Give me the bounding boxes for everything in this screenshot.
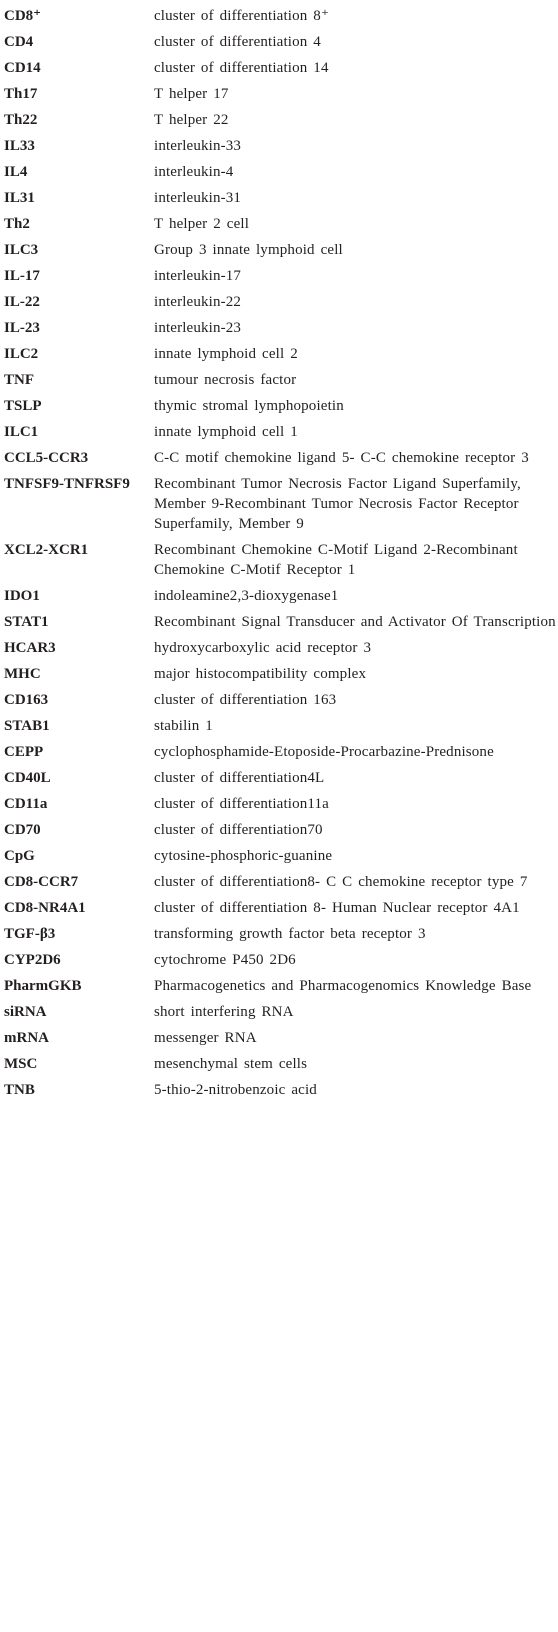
table-row [0,442,558,468]
abbreviation-definition: Pharmacogenetics and Pharmacogenomics Knowledge Base [154,978,532,994]
abbreviation-term: CD40L [4,770,51,786]
abbreviation-term: CD8-CCR7 [4,874,79,890]
table-row [0,710,558,736]
table-row [0,658,558,684]
abbreviation-definition: cluster of differentiation70 [154,822,323,838]
abbreviation-definition: mesenchymal stem cells [154,1056,308,1072]
table-row [0,918,558,944]
abbreviation-definition: cytosine-phosphoric-guanine [154,848,333,864]
abbreviation-definition: innate lymphoid cell 2 [154,346,298,362]
table-row [0,736,558,762]
abbreviation-term: XCL2-XCR1 [4,542,89,558]
abbreviation-definition: innate lymphoid cell 1 [154,424,298,440]
table-row [0,814,558,840]
table-row [0,1048,558,1074]
abbreviation-term: mRNA [4,1030,49,1046]
abbreviation-definition: Group 3 innate lymphoid cell [154,242,343,258]
abbreviation-term: STAB1 [4,718,50,734]
table-row [0,944,558,970]
abbreviation-definition: cyclophosphamide-Etoposide-Procarbazine-Prednisone [154,744,494,760]
table-row [0,416,558,442]
abbreviation-definition: stabilin 1 [154,718,213,734]
table-row [0,892,558,918]
abbreviation-term: ILC3 [4,242,39,258]
abbreviation-term: CD14 [4,60,41,76]
abbreviation-term: STAT1 [4,614,49,630]
abbreviation-definition: interleukin-17 [154,268,242,284]
abbreviation-term: CYP2D6 [4,952,61,968]
abbreviation-definition: C-C motif chemokine ligand 5- C-C chemokine receptor 3 [154,450,529,466]
table-row [0,996,558,1022]
table-row [0,390,558,416]
table-row [0,788,558,814]
abbreviation-definition: messenger RNA [154,1030,257,1046]
table-row [0,632,558,658]
table-row [0,684,558,710]
abbreviation-term: CpG [4,848,35,864]
abbreviation-definition: cluster of differentiation 4 [154,34,321,50]
abbreviation-definition: cytochrome P450 2D6 [154,952,296,968]
table-row [0,364,558,390]
abbreviation-definition: Recombinant Signal Transducer and Activator Of Transcription [154,614,556,630]
table-row [0,52,558,78]
table-row [0,840,558,866]
abbreviation-definition: T helper 17 [154,86,229,102]
abbreviation-definition: cluster of differentiation4L [154,770,325,786]
abbreviation-term: Th2 [4,216,30,232]
abbreviation-definition: interleukin-4 [154,164,234,180]
table-row [0,866,558,892]
abbreviation-term: CD11a [4,796,48,812]
abbreviation-definition: transforming growth factor beta receptor 3 [154,926,426,942]
table-row [0,606,558,632]
abbreviation-term: ILC2 [4,346,39,362]
abbreviation-term: IDO1 [4,588,40,604]
abbreviation-term: IL-17 [4,268,40,284]
abbreviation-term: MHC [4,666,41,682]
table-row [0,534,558,580]
abbreviation-definition: thymic stromal lymphopoietin [154,398,344,414]
table-row [0,970,558,996]
table-row [0,260,558,286]
table-row [0,130,558,156]
abbreviation-term: Th22 [4,112,38,128]
abbreviation-term: CEPP [4,744,44,760]
abbreviation-definition: 5-thio-2-nitrobenzoic acid [154,1082,317,1098]
abbreviation-definition: hydroxycarboxylic acid receptor 3 [154,640,372,656]
table-row [0,1022,558,1048]
abbreviation-definition: major histocompatibility complex [154,666,367,682]
abbreviation-definition: T helper 22 [154,112,229,128]
abbreviation-definition: cluster of differentiation 14 [154,60,329,76]
table-row [0,580,558,606]
abbreviation-term: TNF [4,372,34,388]
abbreviation-definition: Recombinant Tumor Necrosis Factor Ligand Superfamily, Member 9-Recombinant Tumor Necrosis Factor Receptor Superfamily, Member 9 [154,476,521,532]
abbreviation-definition: cluster of differentiation8- C C chemokine receptor type 7 [154,874,528,890]
abbreviation-term: TNB [4,1082,35,1098]
table-row [0,468,558,534]
abbreviation-term: IL-23 [4,320,40,336]
abbreviation-term: CD8-NR4A1 [4,900,86,916]
table-row [0,78,558,104]
abbreviation-term: siRNA [4,1004,47,1020]
abbreviation-definition: tumour necrosis factor [154,372,297,388]
abbreviation-term: TSLP [4,398,42,414]
table-row [0,208,558,234]
table-row [0,104,558,130]
abbreviation-definition: interleukin-31 [154,190,242,206]
abbreviation-term: MSC [4,1056,38,1072]
table-row [0,182,558,208]
abbreviation-term: ILC1 [4,424,39,440]
abbreviation-term: IL31 [4,190,35,206]
abbreviation-definition: cluster of differentiation11a [154,796,329,812]
table-row [0,762,558,788]
table-row [0,234,558,260]
abbreviation-term: Th17 [4,86,38,102]
table-row [0,312,558,338]
table-row [0,1074,558,1100]
abbreviation-term: IL33 [4,138,35,154]
abbreviation-definition: indoleamine2,3-dioxygenase1 [154,588,339,604]
abbreviation-definition: Recombinant Chemokine C-Motif Ligand 2-Recombinant Chemokine C-Motif Receptor 1 [154,542,518,578]
abbreviation-term: CD70 [4,822,41,838]
abbreviation-term: CD163 [4,692,49,708]
abbreviation-term: TGF-β3 [4,926,56,942]
abbreviation-definition: cluster of differentiation 8⁺ [154,8,330,24]
abbreviation-term: CD4 [4,34,34,50]
abbreviation-term: CD8⁺ [4,8,42,24]
abbreviation-definition: interleukin-23 [154,320,242,336]
table-row [0,156,558,182]
table-row [0,26,558,52]
abbreviation-definition: interleukin-22 [154,294,242,310]
abbreviation-term: CCL5-CCR3 [4,450,89,466]
abbreviation-definition: T helper 2 cell [154,216,250,232]
abbreviation-definition: interleukin-33 [154,138,242,154]
table-row [0,0,558,26]
abbreviation-definition: cluster of differentiation 163 [154,692,337,708]
abbreviation-term: PharmGKB [4,978,82,994]
abbreviation-definition: cluster of differentiation 8- Human Nuclear receptor 4A1 [154,900,520,916]
abbreviation-term: HCAR3 [4,640,56,656]
table-row [0,338,558,364]
abbreviation-term: IL4 [4,164,28,180]
abbreviation-term: TNFSF9-TNFRSF9 [4,476,130,492]
abbreviation-term: IL-22 [4,294,40,310]
table-row [0,286,558,312]
abbreviation-definition: short interfering RNA [154,1004,294,1020]
